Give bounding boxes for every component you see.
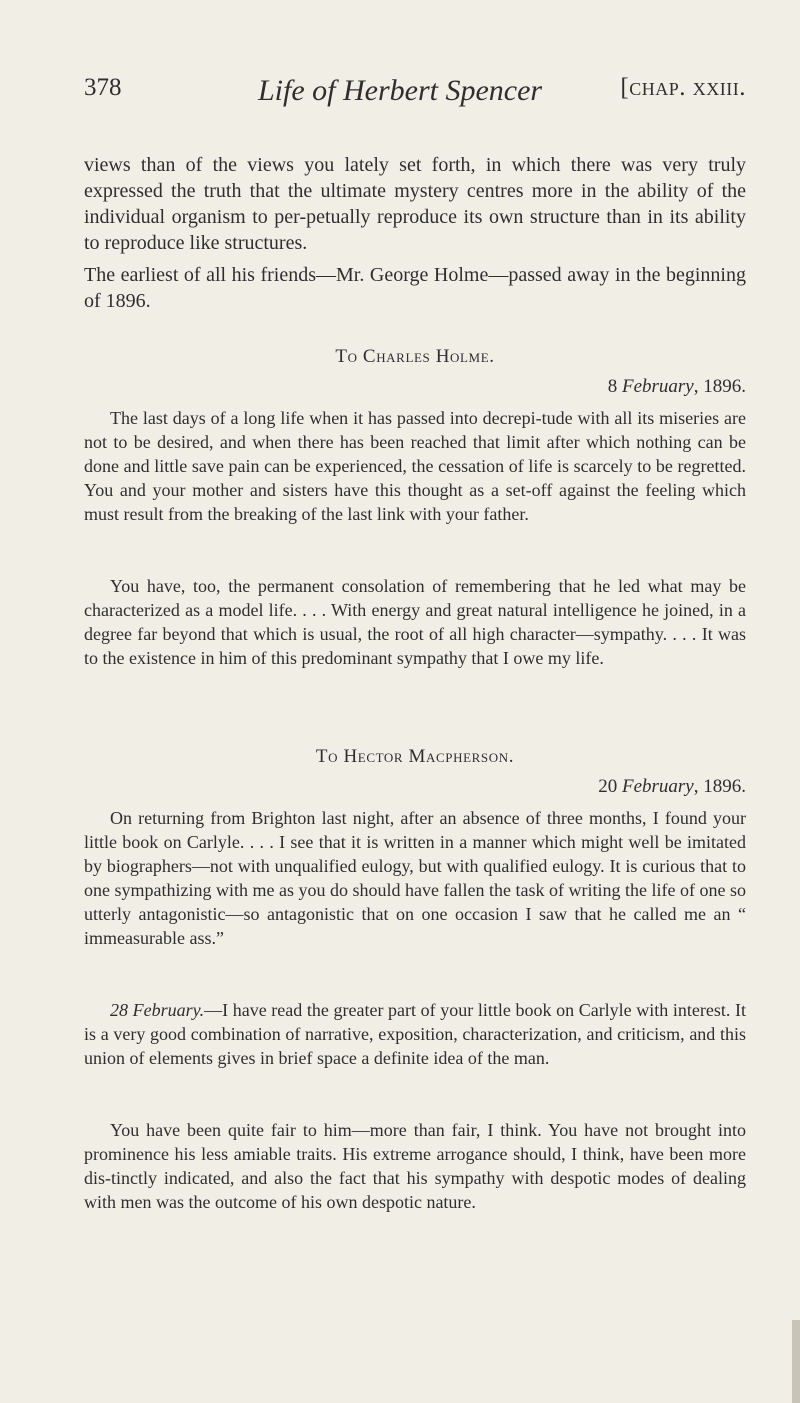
running-title: Life of Herbert Spencer (258, 74, 543, 107)
chapter-label (620, 74, 746, 102)
letter-heading-charles-holme: To Charles Holme. (335, 346, 495, 367)
paragraph-text: views than of the views you lately set forth, in which there was very truly expressed the truth that the ultimate mystery centres more in the ability of the individual organism to per-petually reproduce its own structure than in its ability to reproduce like structures. (84, 154, 746, 254)
page-header (84, 74, 746, 114)
paragraph-holme-death (84, 262, 746, 314)
paragraph-text: The earliest of all his friends—Mr. George Holme—passed away in the beginning of 1896. (84, 264, 746, 312)
letter-date-1: 8 February, 1896. (607, 376, 746, 397)
paragraph-continuation (84, 152, 746, 256)
chapter-bracket: [ (620, 74, 630, 101)
letter1-paragraph-2: You have, too, the permanent consolation of remembering that he led what may be characterized as a model life. . . . With energy and great natural intelligence he joined, in a degree far beyond that which is usual, the root of all high character—sympathy. . . . It was to the existence in him of this predominant sympathy that I owe my life. (84, 576, 746, 668)
page-number: 378 (84, 74, 122, 101)
letter-heading-hector-macpherson: To Hector Macpherson. (315, 746, 515, 767)
letter2-paragraph-1: On returning from Brighton last night, after an absence of three months, I found your little book on Carlyle. . . . I see that it is written in a manner which might well be imitated by biographers—not with unqualified eulogy, but with qualified eulogy. It is curious that to one sympathizing with me as you do should have fallen the task of writing the life of one so utterly antagonistic—so antagonistic that on one occasion I saw that he called me an “ immeasurable ass.” (84, 808, 746, 948)
dated-entry: 28 February. (110, 1000, 205, 1020)
letter2-paragraph-2: 28 February.—I have read the greater part of your little book on Carlyle with interest. It is a very good combination of narrative, exposition, characterization, and criticism, and this union of elements gives in brief space a definite idea of the man. (84, 1000, 746, 1068)
page-edge-shadow (792, 1320, 800, 1403)
letter1-paragraph-1: The last days of a long life when it has passed into decrepi-tude with all its miseries are not to be desired, and when there has been reached that limit after which nothing can be done and little save pain can be experienced, the cessation of life is scarcely to be regretted. You and your mother and sisters have this thought as a set-off against the feeling which must result from the breaking of the last link with your father. (84, 408, 746, 524)
chapter-text: chap. xxiii. (629, 74, 746, 101)
letter2-paragraph-3: You have been quite fair to him—more than fair, I think. You have not brought into prominence his less amiable traits. His extreme arrogance should, I think, have been more dis-tinctly indicated, and also the fact that his sympathy with despotic modes of dealing with men was the outcome of his own despotic nature. (84, 1120, 746, 1212)
letter-date-2: 20 February, 1896. (598, 776, 746, 797)
